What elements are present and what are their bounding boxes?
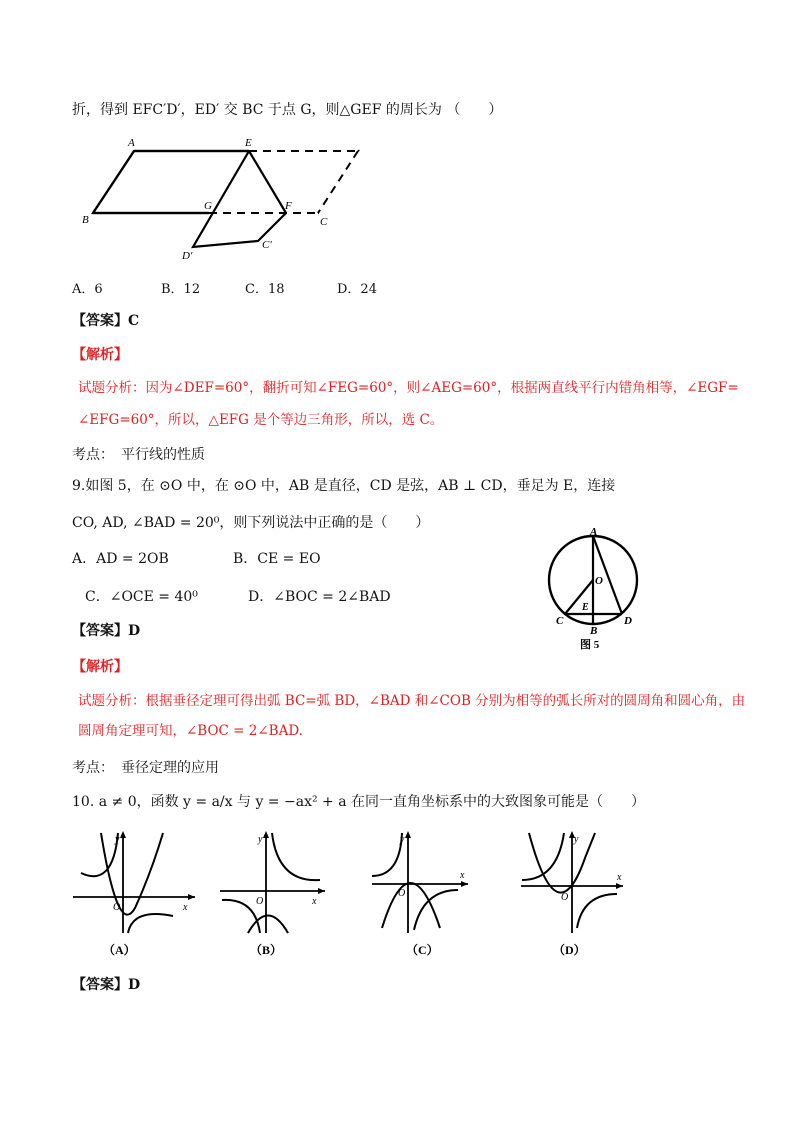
fig9-label-A: A	[590, 526, 598, 538]
q8-stem: 折，得到 EFC′D′，ED′ 交 BC 于点 G，则△GEF 的周长为 （ ）	[72, 102, 503, 118]
q10a-o: O	[113, 902, 121, 913]
fig9-label-O: O	[595, 575, 603, 587]
q10-answer: 【答案】D	[72, 977, 141, 993]
q8-kaodian: 考点： 平行线的性质	[72, 447, 205, 463]
q8-option-a: A．6	[72, 282, 103, 297]
q9-stem-line1: 9.如图 5，在 ⊙O 中，在 ⊙O 中，AB 是直径，CD 是弦，AB ⊥ CD，垂足为 E，连接	[72, 478, 616, 494]
fig8-label-F: F	[285, 200, 292, 212]
q8-option-b: B．12	[161, 282, 201, 297]
q9-option-a: A．AD = 2OB	[72, 551, 169, 567]
fig8-label-C: C	[320, 216, 328, 228]
q8-answer: 【答案】C	[72, 313, 140, 329]
q8-option-c: C．18	[245, 282, 285, 297]
q9-figure	[542, 526, 652, 654]
q10d-o: O	[561, 892, 569, 903]
q9-stem-line2: CO, AD, ∠BAD = 20⁰，则下列说法中正确的是（ ）	[72, 515, 430, 531]
q10b-o: O	[256, 896, 264, 907]
q8-analysis-title: 【解析】	[72, 347, 128, 363]
q10c-y: y	[400, 834, 405, 845]
fig9-caption: 图 5	[580, 639, 600, 651]
q10-graph-c	[368, 828, 493, 958]
q10-graph-d	[517, 828, 642, 958]
q10b-caption: （B）	[250, 943, 283, 957]
fig8-label-A: A	[128, 137, 135, 149]
q10c-o: O	[398, 888, 406, 899]
q9-answer: 【答案】D	[72, 623, 141, 639]
q9-option-b: B．CE = EO	[233, 551, 321, 567]
fig8-label-B: B	[82, 214, 89, 226]
q8-analysis-line2: ∠EFG=60°，所以，△EFG 是个等边三角形，所以，选 C。	[78, 412, 444, 428]
q10c-caption: （C）	[406, 943, 439, 957]
fig9-label-E: E	[582, 602, 589, 613]
q10c-x: x	[460, 870, 465, 881]
q8-figure	[78, 135, 398, 260]
q9-option-c: C．∠OCE = 40⁰	[85, 589, 198, 605]
q9-kaodian: 考点： 垂径定理的应用	[72, 760, 219, 776]
fig8-label-C2: C′	[262, 239, 272, 251]
q9-option-d: D．∠BOC = 2∠BAD	[248, 589, 391, 605]
fig9-label-D: D	[624, 615, 632, 627]
q10-graph-a	[73, 828, 198, 958]
q10b-x: x	[312, 896, 317, 907]
q10a-y: y	[115, 834, 120, 845]
fig9-label-C: C	[556, 615, 564, 627]
fig8-label-D2: D′	[182, 250, 193, 260]
fig9-label-B: B	[590, 625, 598, 637]
q8-option-d: D．24	[337, 282, 377, 297]
q10b-y: y	[258, 834, 263, 845]
fig8-label-E: E	[245, 137, 252, 149]
q9-analysis-title: 【解析】	[72, 659, 128, 675]
q9-analysis-line2: 圆周角定理可知，∠BOC = 2∠BAD.	[78, 723, 303, 739]
q10-graph-b	[220, 828, 345, 958]
q10d-x: x	[617, 872, 622, 883]
q10a-caption: （A）	[103, 943, 136, 957]
q10-stem: 10. a ≠ 0，函数 y = a/x 与 y = −ax² + a 在同一直角坐标系中的大致图象可能是（ ）	[72, 794, 646, 810]
q9-analysis-line1: 试题分析：根据垂径定理可得出弧 BC=弧 BD，∠BAD 和∠COB 分别为相等的弧长所对的圆周角和圆心角，由	[78, 693, 746, 709]
q8-analysis-line1: 试题分析：因为∠DEF=60°，翻折可知∠FEG=60°，则∠AEG=60°，根据两直线平行内错角相等，∠EGF=	[78, 380, 739, 396]
q10d-y: y	[574, 834, 579, 845]
q10d-caption: （D）	[553, 943, 586, 957]
q10a-x: x	[183, 902, 188, 913]
fig8-label-G: G	[204, 200, 212, 212]
